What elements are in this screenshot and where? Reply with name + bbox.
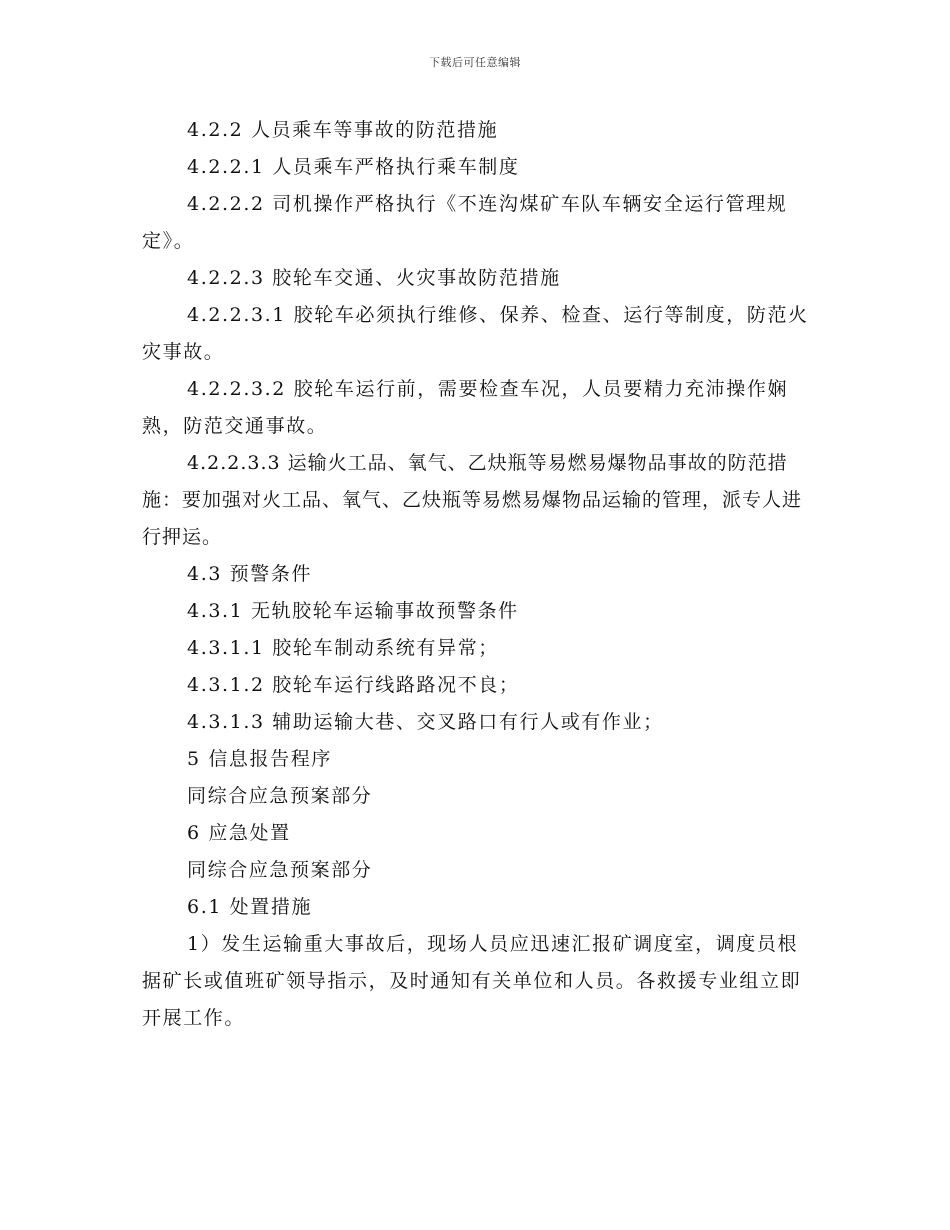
paragraph-6: 6 应急处置 [187, 822, 291, 844]
paragraph-4-3-1: 4.3.1 无轨胶轮车运输事故预警条件 [187, 600, 519, 622]
paragraph-5-body: 同综合应急预案部分 [187, 785, 373, 807]
paragraph-4-2-2-3: 4.2.2.3 胶轮车交通、火灾事故防范措施 [187, 267, 561, 289]
paragraph-4-3-1-3: 4.3.1.3 辅助运输大巷、交叉路口有行人或有作业； [187, 711, 664, 733]
paragraph-4-2-2-2: 4.2.2.2 司机操作严格执行《不连沟煤矿车队车辆安全运行管理规定》。 [142, 193, 788, 252]
paragraph-4-2-2-1: 4.2.2.1 人员乘车严格执行乘车制度 [187, 156, 520, 178]
paragraph-4-2-2-3-1: 4.2.2.3.1 胶轮车必须执行维修、保养、检查、运行等制度，防范火灾事故。 [142, 304, 809, 363]
paragraph-6-1: 6.1 处置措施 [187, 896, 313, 918]
paragraph-4-2-2: 4.2.2 人员乘车等事故的防范措施 [187, 119, 499, 141]
paragraph-4-3-1-2: 4.3.1.2 胶轮车运行线路路况不良； [187, 674, 520, 696]
paragraph-4-2-2-3-3: 4.2.2.3.3 运输火工品、氧气、乙炔瓶等易燃易爆物品事故的防范措施：要加强对火工品、氧气、乙炔瓶等易燃易爆物品运输的管理，派专人进行押运。 [142, 452, 803, 548]
page-header: 下载后可任意编辑 [429, 56, 521, 69]
paragraph-5: 5 信息报告程序 [187, 748, 332, 770]
paragraph-6-body: 同综合应急预案部分 [187, 859, 373, 881]
paragraph-6-1-item-1: 1）发生运输重大事故后，现场人员应迅速汇报矿调度室，调度员根据矿长或值班矿领导指示，及时通知有关单位和人员。各救援专业组立即开展工作。 [142, 933, 802, 1029]
paragraph-4-2-2-3-2: 4.2.2.3.2 胶轮车运行前，需要检查车况，人员要精力充沛操作娴熟，防范交通事故。 [142, 378, 789, 437]
paragraph-4-3: 4.3 预警条件 [187, 563, 313, 585]
document-body [142, 112, 812, 1037]
paragraph-4-3-1-1: 4.3.1.1 胶轮车制动系统有异常； [187, 637, 499, 659]
